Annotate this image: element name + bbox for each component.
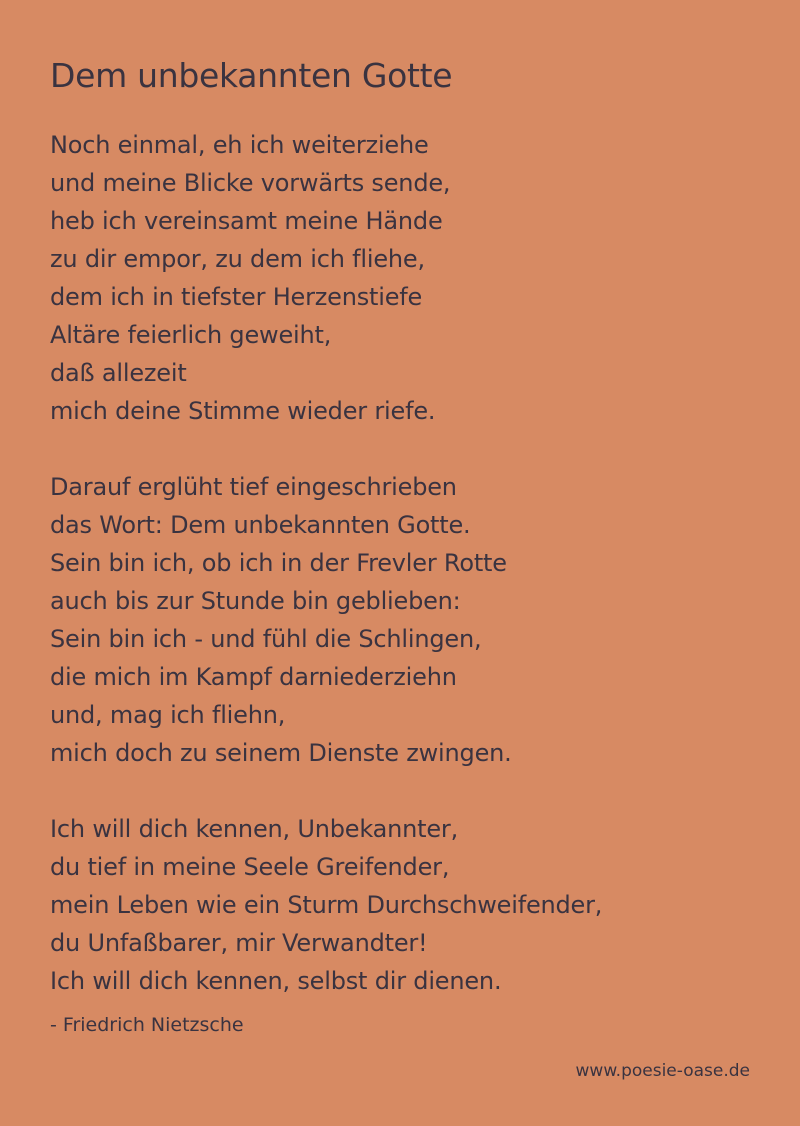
poem-line: Sein bin ich, ob ich in der Frevler Rotte xyxy=(50,549,507,577)
poem-line: und, mag ich fliehn, xyxy=(50,701,286,729)
stanza-1 xyxy=(50,126,770,430)
poem-line: dem ich in tiefster Herzenstiefe xyxy=(50,283,423,311)
poem-line: heb ich vereinsamt meine Hände xyxy=(50,207,443,235)
poem-line: die mich im Kampf darniederziehn xyxy=(50,663,457,691)
poem-line: du tief in meine Seele Greifender, xyxy=(50,853,450,881)
poem-line: Noch einmal, eh ich weiterziehe xyxy=(50,131,429,159)
poem-author: - Friedrich Nietzsche xyxy=(50,1014,244,1036)
poem-line: Darauf erglüht tief eingeschrieben xyxy=(50,473,457,501)
poem-title: Dem unbekannten Gotte xyxy=(50,56,453,95)
poem-line: Altäre feierlich geweiht, xyxy=(50,321,332,349)
poem-line: und meine Blicke vorwärts sende, xyxy=(50,169,451,197)
stanza-2 xyxy=(50,468,770,772)
poem-line: zu dir empor, zu dem ich fliehe, xyxy=(50,245,425,273)
poem-line: das Wort: Dem unbekannten Gotte. xyxy=(50,511,471,539)
poem-line: du Unfaßbarer, mir Verwandter! xyxy=(50,929,428,957)
poem-line: auch bis zur Stunde bin geblieben: xyxy=(50,587,461,615)
poem-line: mich deine Stimme wieder riefe. xyxy=(50,397,436,425)
poem-line: mein Leben wie ein Sturm Durchschweifender, xyxy=(50,891,603,919)
website-link[interactable]: www.poesie-oase.de xyxy=(575,1061,750,1081)
poem-line: Sein bin ich - und fühl die Schlingen, xyxy=(50,625,482,653)
poem-line: mich doch zu seinem Dienste zwingen. xyxy=(50,739,512,767)
poem-line: daß allezeit xyxy=(50,359,187,387)
poem-line: Ich will dich kennen, Unbekannter, xyxy=(50,815,459,843)
poem-body xyxy=(50,126,770,1038)
stanza-3 xyxy=(50,810,770,1000)
poem-line: Ich will dich kennen, selbst dir dienen. xyxy=(50,967,502,995)
